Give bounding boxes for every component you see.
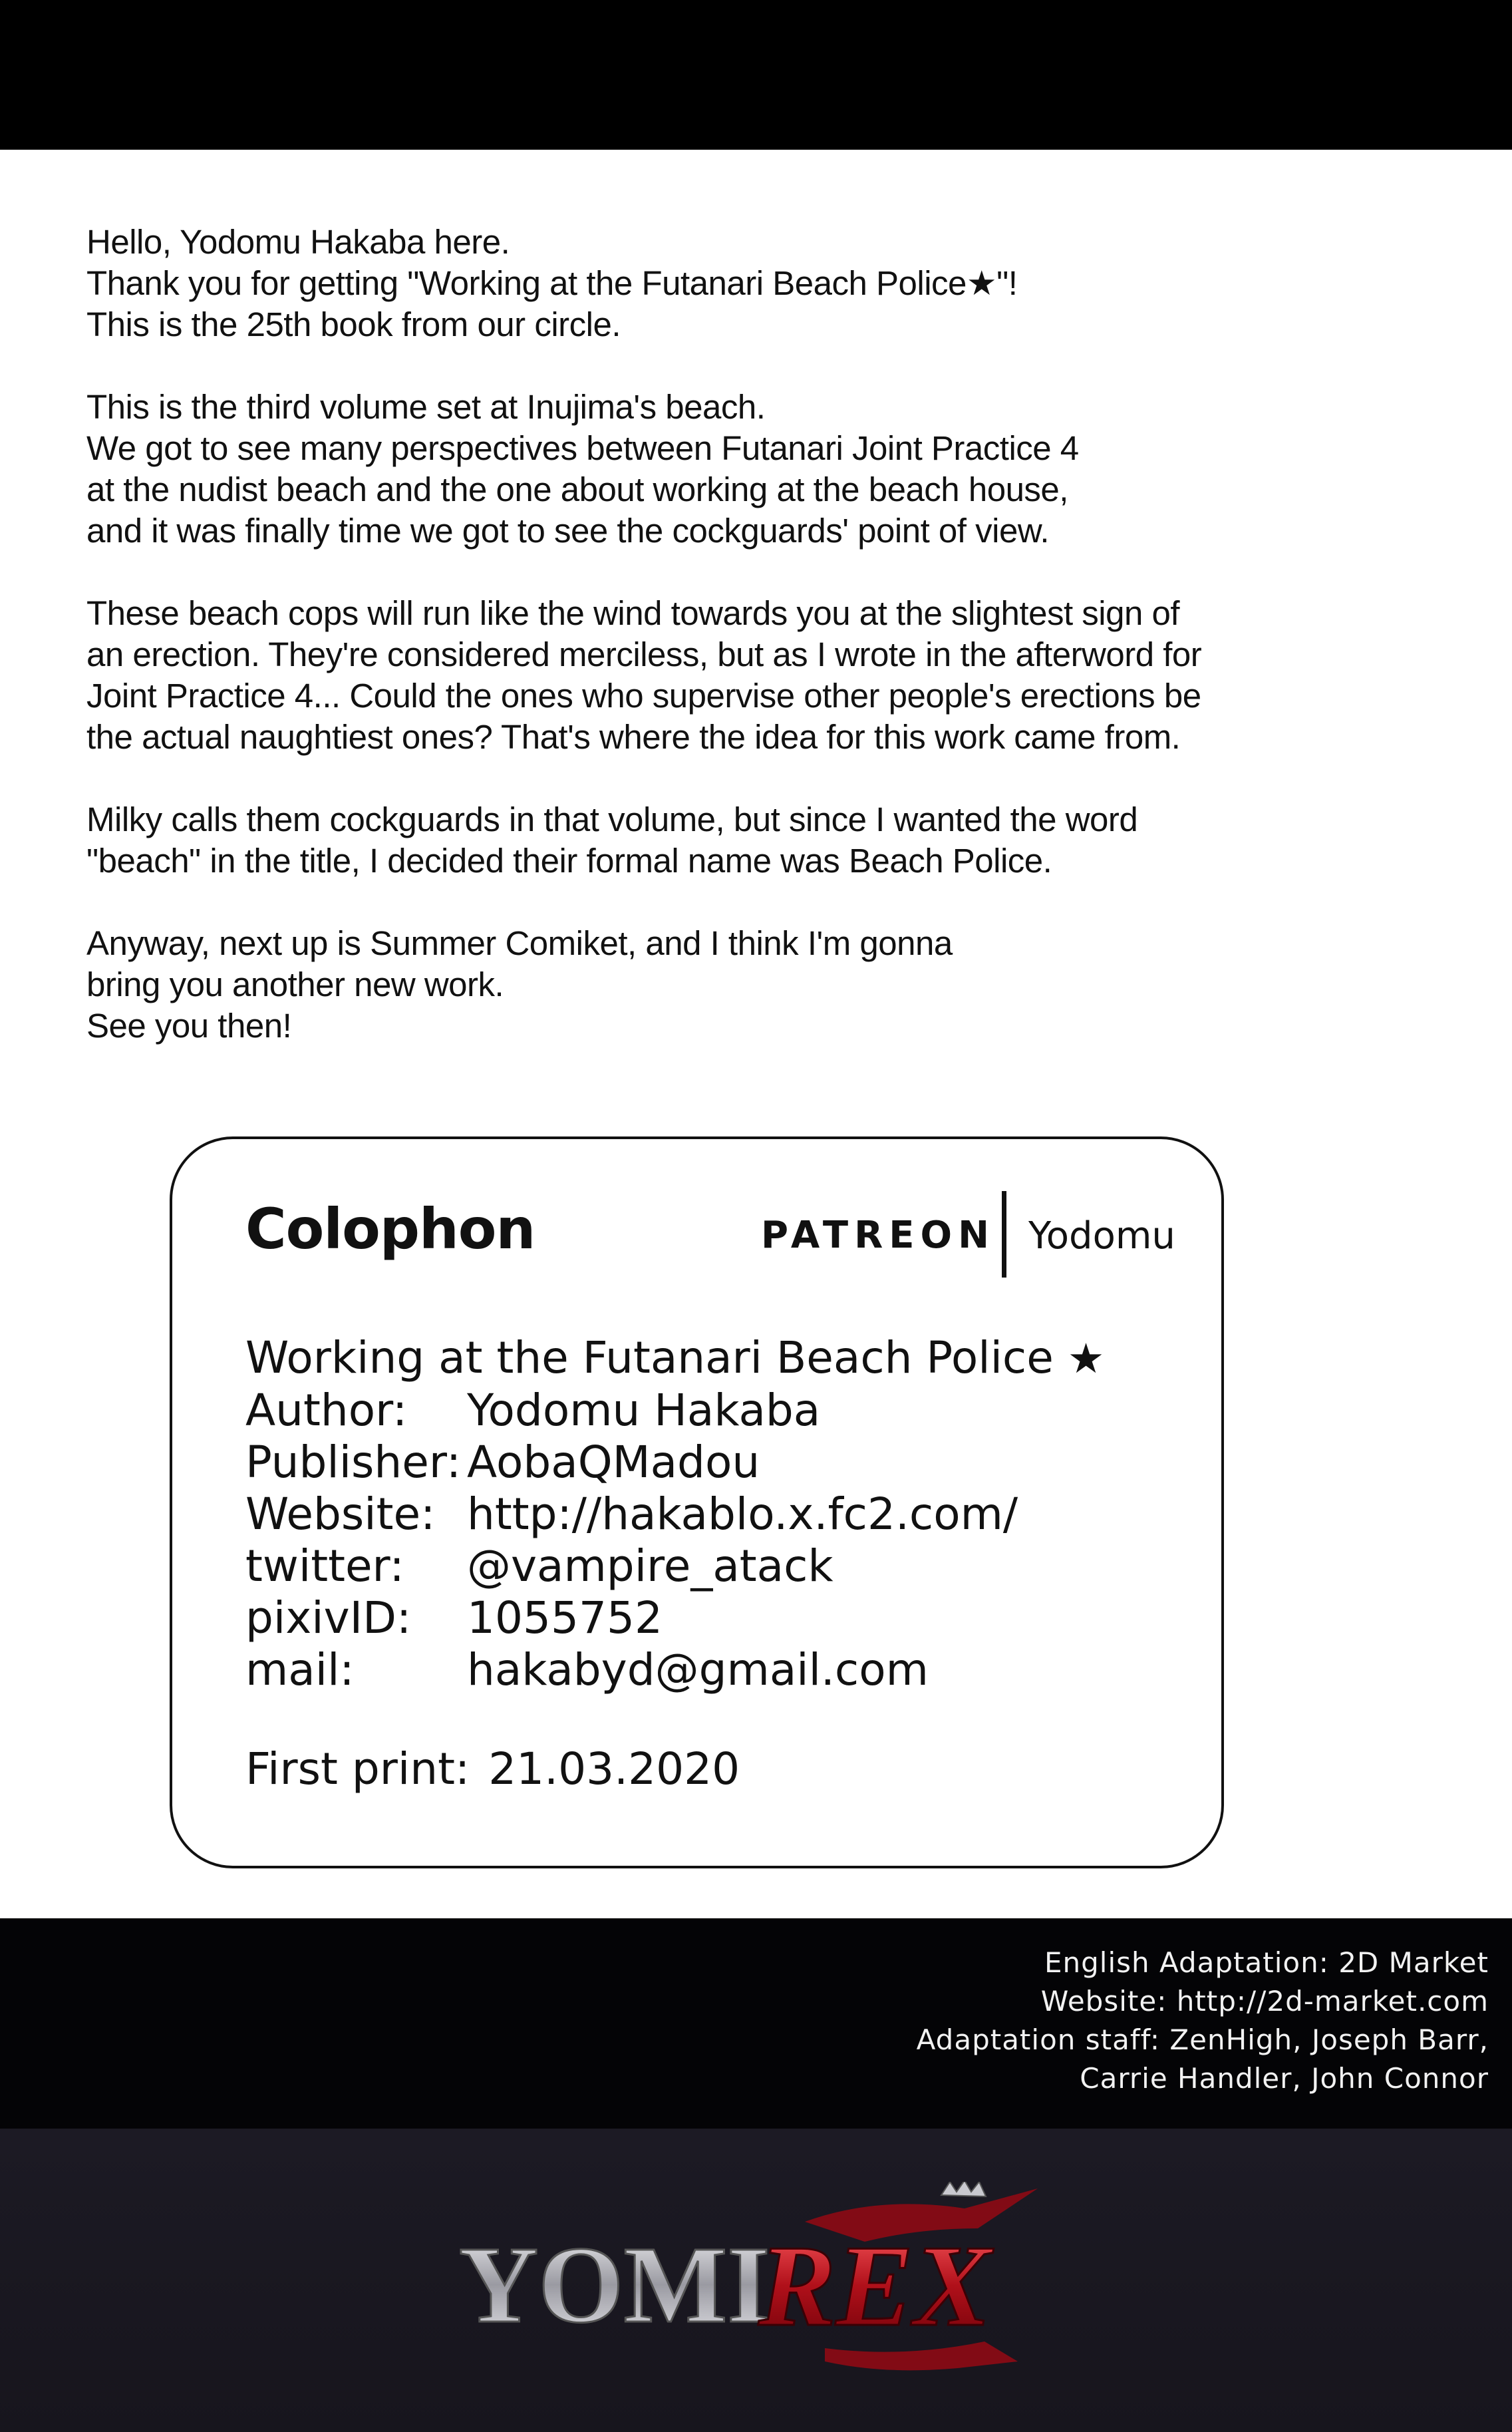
- colophon-title: Colophon: [245, 1196, 535, 1262]
- afterword-text: [86, 222, 1417, 1088]
- afterword-line: This is the third volume set at Inujima's beach.: [86, 388, 766, 426]
- afterword-line: "beach" in the title, I decided their formal name was Beach Police.: [86, 842, 1052, 880]
- patreon-divider: [1002, 1191, 1006, 1278]
- afterword-line: Hello, Yodomu Hakaba here.: [86, 223, 510, 261]
- afterword-line: Milky calls them cockguards in that volume, but since I wanted the word: [86, 800, 1138, 838]
- afterword-line: at the nudist beach and the one about working at the beach house,: [86, 470, 1068, 508]
- row-value: @vampire_atack: [467, 1540, 833, 1592]
- afterword-line: This is the 25th book from our circle.: [86, 305, 621, 343]
- afterword-paragraph-4: [86, 799, 1417, 882]
- row-label: Website:: [245, 1488, 436, 1540]
- credit-line: English Adaptation: 2D Market: [1044, 1946, 1489, 1979]
- afterword-line: Thank you for getting "Working at the Futanari Beach Police★"!: [86, 264, 1018, 302]
- first-print-date: 21.03.2020: [488, 1743, 740, 1795]
- star-icon: ★: [1067, 1334, 1105, 1383]
- afterword-line: bring you another new work.: [86, 965, 504, 1003]
- afterword-line: Anyway, next up is Summer Comiket, and I think I'm gonna: [86, 924, 953, 962]
- credits-bar: [0, 1918, 1512, 2129]
- logo-rex-text: REX: [758, 2221, 992, 2350]
- row-value: AobaQMadou: [467, 1437, 760, 1488]
- row-value: Yodomu Hakaba: [467, 1385, 821, 1436]
- afterword-line: We got to see many perspectives between Futanari Joint Practice 4: [86, 429, 1079, 467]
- row-label: mail:: [245, 1644, 355, 1695]
- afterword-line: an erection. They're considered merciless, but as I wrote in the afterword for: [86, 635, 1202, 673]
- credit-line: Adaptation staff: ZenHigh, Joseph Barr,: [916, 2023, 1489, 2056]
- afterword-paragraph-1: [86, 222, 1417, 345]
- afterword-line: Joint Practice 4... Could the ones who supervise other people's erections be: [86, 677, 1201, 715]
- afterword-line: These beach cops will run like the wind towards you at the slightest sign of: [86, 594, 1180, 632]
- top-black-bar: [0, 0, 1512, 150]
- afterword-paragraph-5: [86, 923, 1417, 1047]
- afterword-line: and it was finally time we got to see the cockguards' point of view.: [86, 512, 1050, 550]
- yomirex-logo: [452, 2182, 1051, 2381]
- crown-icon: [941, 2182, 986, 2196]
- credit-line: Carrie Handler, John Connor: [1080, 2062, 1489, 2095]
- row-label: Author:: [245, 1385, 408, 1436]
- afterword-line: See you then!: [86, 1007, 292, 1045]
- credit-line: Website: http://2d-market.com: [1040, 1985, 1489, 2017]
- patreon-username: Yodomu: [1028, 1214, 1175, 1258]
- patreon-logo-text: PATREON: [761, 1214, 995, 1257]
- logo-band: [0, 2129, 1512, 2432]
- first-print: [245, 1743, 740, 1795]
- afterword-paragraph-2: [86, 387, 1417, 552]
- row-value: hakabyd@gmail.com: [467, 1644, 929, 1695]
- book-title: [245, 1332, 1104, 1383]
- afterword-paragraph-3: [86, 593, 1417, 758]
- first-print-label: First print:: [245, 1743, 470, 1795]
- row-label: Publisher:: [245, 1437, 462, 1488]
- row-value: 1055752: [467, 1592, 663, 1644]
- row-label: twitter:: [245, 1540, 404, 1592]
- row-value: http://hakablo.x.fc2.com/: [467, 1488, 1018, 1540]
- book-title-text: Working at the Futanari Beach Police: [245, 1332, 1054, 1383]
- afterword-line: the actual naughtiest ones? That's where the idea for this work came from.: [86, 718, 1181, 756]
- row-label: pixivID:: [245, 1592, 412, 1644]
- colophon-box: [170, 1136, 1224, 1868]
- logo-yomi-text: YOMI: [459, 2224, 770, 2345]
- adaptation-credits: [917, 1944, 1489, 2098]
